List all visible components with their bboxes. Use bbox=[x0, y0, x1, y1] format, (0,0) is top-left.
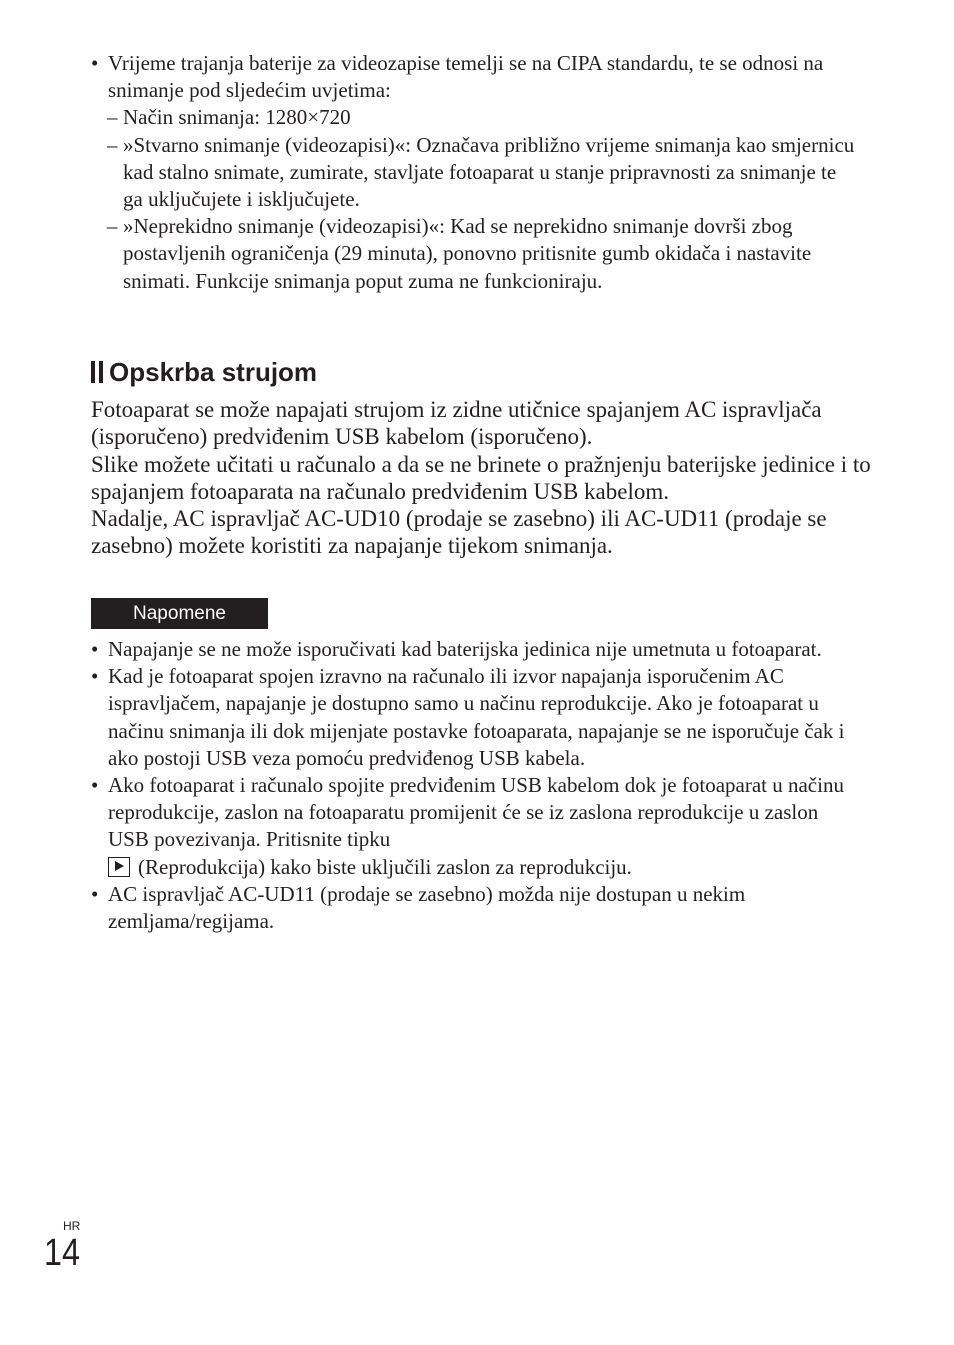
body-paragraph: Slike možete učitati u računalo a da se ne brinete o pražnjenju baterijske jedinice i to spajanjem fotoaparata na računalo predviđenim USB kabelom. bbox=[91, 451, 871, 504]
condition-item: – »Neprekidno snimanje (videozapisi)«: Kad se neprekidno snimanje dovrši zbog postavljenih ograničenja (29 minuta), ponovno pritisnite gumb okidača i nastavite snimati. Funkcije snimanja poput zuma ne funkcioniraju. bbox=[107, 213, 861, 295]
section-heading bbox=[91, 354, 317, 390]
condition-item: – »Stvarno snimanje (videozapisi)«: Označava približno vrijeme snimanja kao smjernicu kad stalno snimate, zumirate, stavljate fotoaparat u stanje pripravnosti za snimanje te ga uključujete i isključujete. bbox=[107, 132, 861, 214]
section-body bbox=[91, 396, 871, 560]
note-playback-text: (Reprodukcija) kako biste uključili zaslon za reprodukciju. bbox=[138, 854, 632, 879]
condition-item: – Način snimanja: 1280×720 bbox=[107, 104, 861, 131]
battery-note-text: Vrijeme trajanja baterije za videozapise temelji se na CIPA standardu, te se odnosi na snimanje pod sljedećim uvjetima: bbox=[108, 51, 824, 103]
play-button-icon bbox=[108, 857, 130, 877]
notes-label: Napomene bbox=[91, 598, 268, 629]
section-marker-icon bbox=[91, 361, 103, 383]
language-code: HR bbox=[63, 1219, 81, 1233]
battery-note-item bbox=[91, 50, 861, 295]
battery-conditions-list bbox=[108, 104, 861, 294]
body-paragraph: Fotoaparat se može napajati strujom iz zidne utičnice spajanjem AC ispravljača (isporučeno) predviđenim USB kabelom (isporučeno). bbox=[91, 397, 822, 450]
section-title: Opskrba strujom bbox=[109, 357, 318, 387]
battery-note-list bbox=[91, 50, 861, 295]
note-item: • Napajanje se ne može isporučivati kad baterijska jedinica nije umetnuta u fotoaparat. bbox=[91, 636, 861, 663]
notes-list bbox=[91, 636, 861, 935]
note-item bbox=[91, 772, 861, 881]
note-text: Ako fotoaparat i računalo spojite predviđenim USB kabelom dok je fotoaparat u načinu reprodukcije, zaslon na fotoaparatu promijenit će se iz zaslona reprodukcije u zaslon USB povezivanja. Pritisnite tipku bbox=[108, 773, 844, 852]
page-number: 14 bbox=[44, 1232, 80, 1274]
note-item: • AC ispravljač AC-UD11 (prodaje se zasebno) možda nije dostupan u nekim zemljama/regijama. bbox=[91, 881, 861, 935]
note-item: • Kad je fotoaparat spojen izravno na računalo ili izvor napajanja isporučenim AC ispravljačem, napajanje je dostupno samo u načinu reprodukcije. Ako je fotoaparat u načinu snimanja ili dok mijenjate postavke fotoaparata, napajanje se ne isporučuje čak i ako postoji USB veza pomoću predviđenog USB kabela. bbox=[91, 663, 861, 772]
body-paragraph: Nadalje, AC ispravljač AC-UD10 (prodaje se zasebno) ili AC-UD11 (prodaje se zasebno) možete koristiti za napajanje tijekom snimanja. bbox=[91, 506, 827, 559]
